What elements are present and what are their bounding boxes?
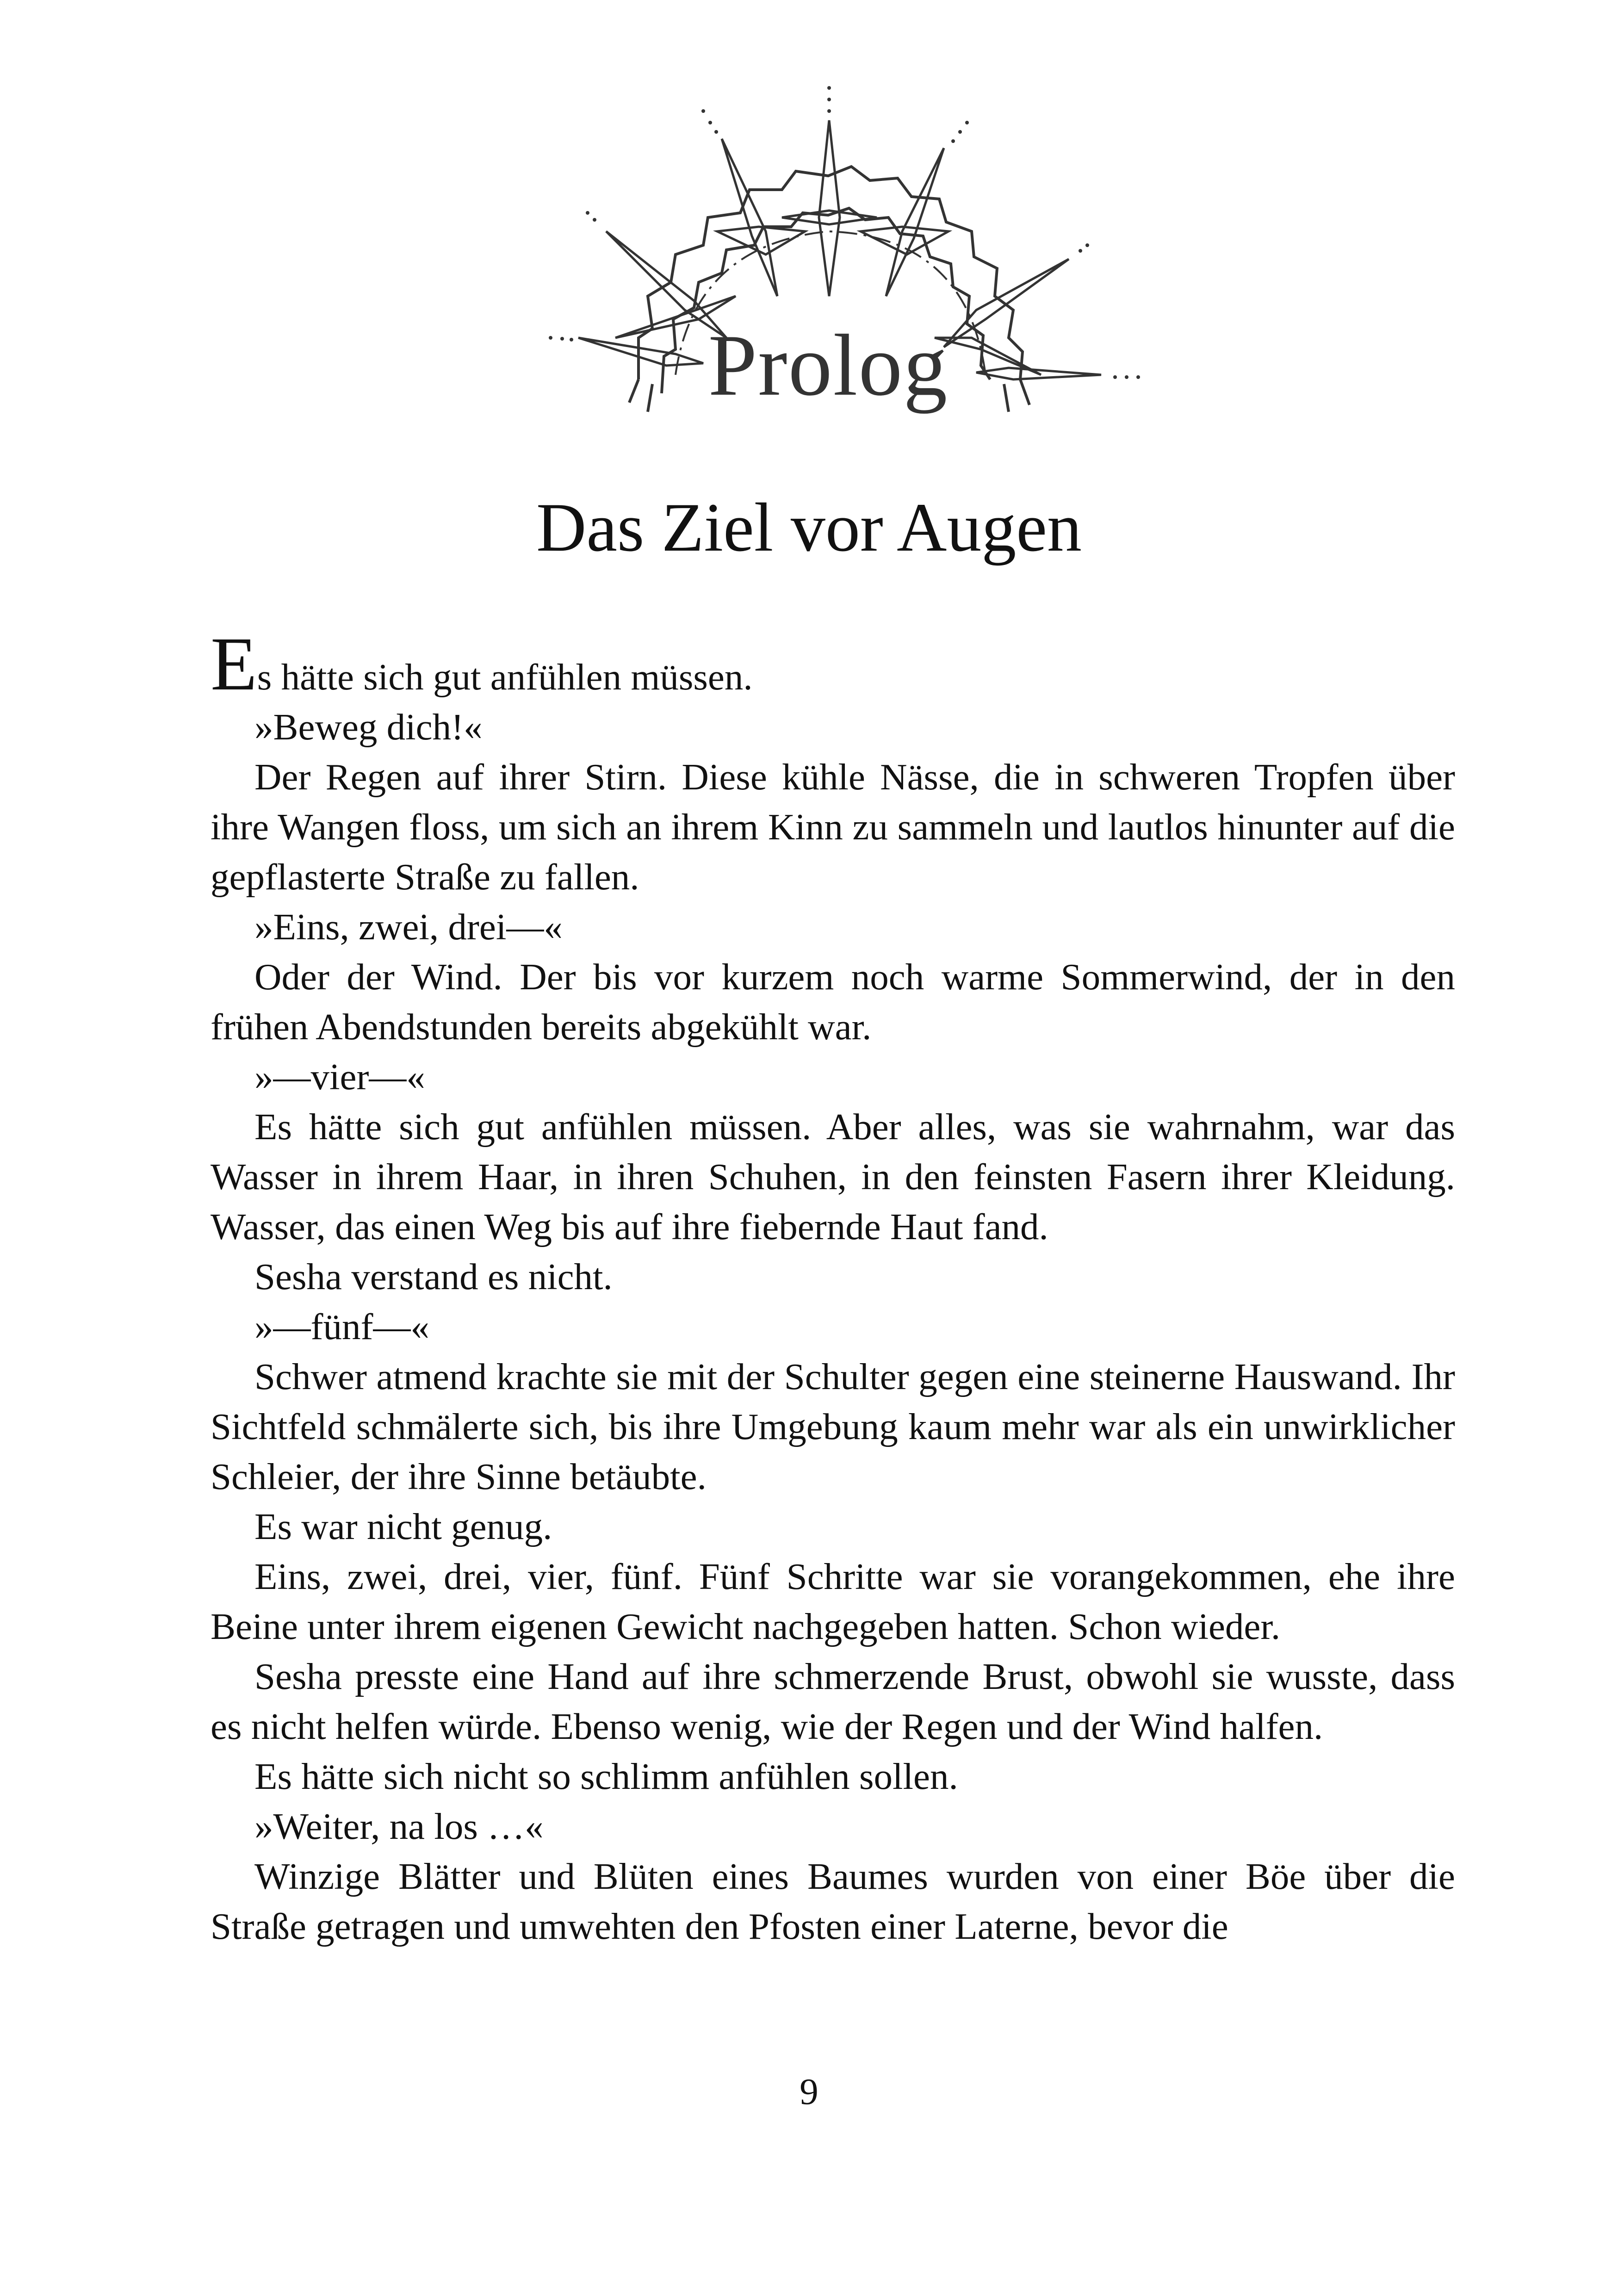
paragraph: Sesha presste eine Hand auf ihre schmerzende Brust, obwohl sie wusste, dass es nicht helfen würde. Ebenso wenig, wie der Regen und der Wind halfen. (211, 1656, 1455, 1747)
page-number: 9 (800, 2071, 818, 2112)
paragraph: »Weiter, na los …« (254, 1806, 544, 1847)
paragraph: Es hätte sich nicht so schlimm anfühlen sollen. (254, 1756, 958, 1797)
paragraph: Winzige Blätter und Blüten eines Baumes wurden von einer Böe über die Straße getragen und umwehten den Pfosten einer Laterne, bevor die (211, 1855, 1455, 1947)
paragraph: Es war nicht genug. (254, 1506, 552, 1547)
chapter-body (211, 621, 1455, 1951)
paragraph: Oder der Wind. Der bis vor kurzem noch warme Sommerwind, der in den frühen Abendstunden bereits abgekühlt war. (211, 956, 1455, 1048)
paragraph: Es hätte sich gut anfühlen müssen. Aber alles, was sie wahrnahm, war das Wasser in ihrem Haar, in ihren Schuhen, in den feinsten Fasern ihrer Kleidung. Wasser, das einen Weg bis auf ihre fiebernde Haut fand. (211, 1106, 1455, 1247)
first-paragraph (211, 621, 1455, 706)
chapter-ornament (500, 79, 1157, 449)
prolog-label: Prolog (708, 317, 948, 414)
paragraph: »Eins, zwei, drei—« (254, 906, 563, 948)
paragraph: »—fünf—« (254, 1306, 429, 1347)
first-paragraph-text: s hätte sich gut anfühlen müssen. (257, 656, 753, 698)
chapter-title: Das Ziel vor Augen (536, 489, 1082, 566)
drop-cap: E (211, 621, 257, 706)
paragraph: »Beweg dich!« (254, 706, 483, 748)
paragraph: Eins, zwei, drei, vier, fünf. Fünf Schritte war sie vorangekommen, ehe ihre Beine unter ihrem eigenen Gewicht nachgegeben hatten. Schon wieder. (211, 1556, 1455, 1647)
paragraph: Sesha verstand es nicht. (254, 1256, 613, 1297)
paragraph: »—vier—« (254, 1056, 425, 1098)
paragraph: Schwer atmend krachte sie mit der Schulter gegen eine steinerne Hauswand. Ihr Sichtfeld schmälerte sich, bis ihre Umgebung kaum mehr war als ein unwirklicher Schleier, der ihre Sinne betäubte. (211, 1356, 1455, 1497)
paragraph: Der Regen auf ihrer Stirn. Diese kühle Nässe, die in schweren Tropfen über ihre Wangen floss, um sich an ihrem Kinn zu sammeln und lautlos hinunter auf die gepflasterte Straße zu fallen. (211, 756, 1455, 898)
